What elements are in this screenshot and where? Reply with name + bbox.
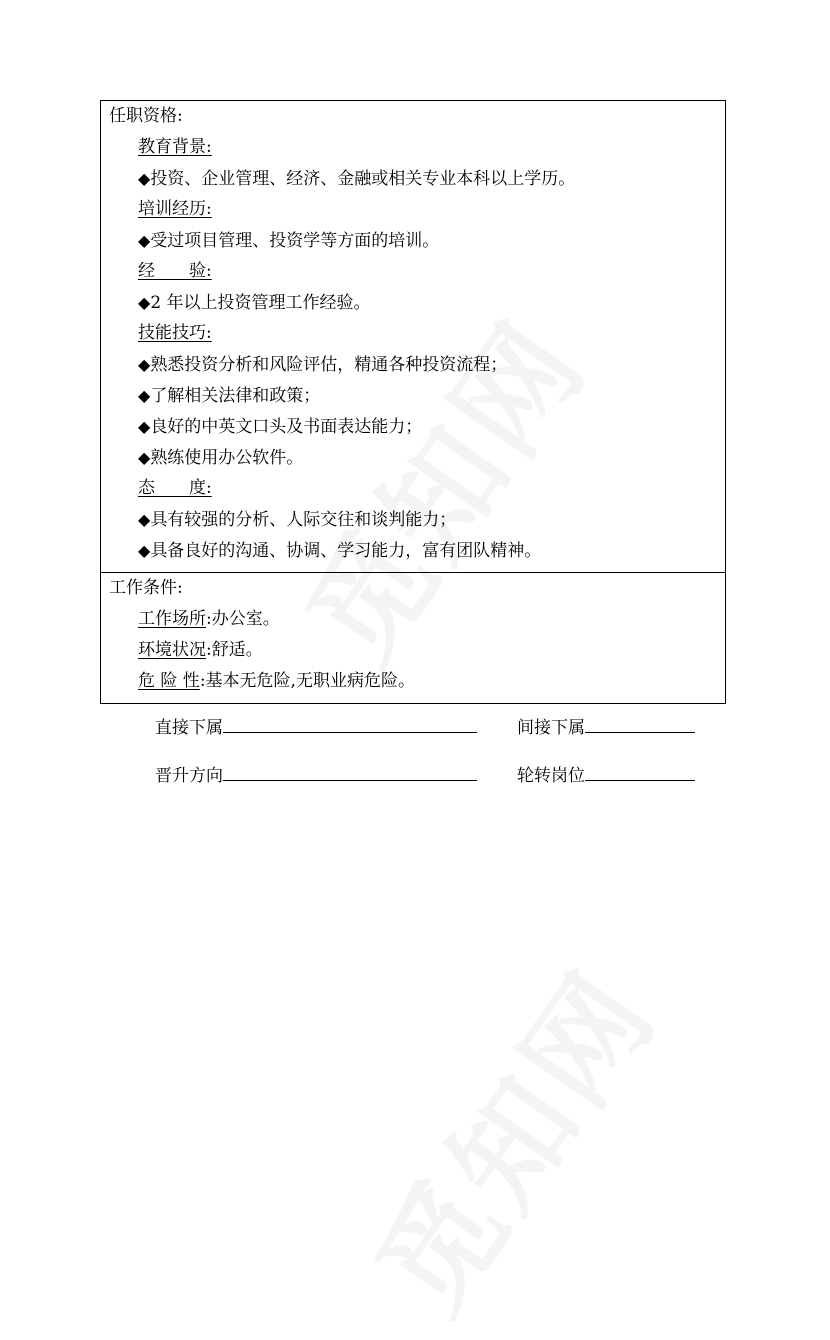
work-conditions-title: 工作条件: xyxy=(109,578,183,598)
indirect-subordinate-field[interactable] xyxy=(585,712,695,733)
direct-subordinate-field[interactable] xyxy=(223,712,477,733)
list-item: ◆熟练使用办公软件。 xyxy=(138,448,304,468)
promotion-direction-row xyxy=(155,760,477,788)
qualifications-title: 任职资格: xyxy=(109,106,183,126)
list-item: ◆受过项目管理、投资学等方面的培训。 xyxy=(138,231,440,251)
work-place-line: 工作场所:办公室。 xyxy=(138,609,280,629)
environment-line: 环境状况:舒适。 xyxy=(138,640,263,660)
list-item: ◆了解相关法律和政策； xyxy=(138,386,321,406)
list-item: ◆2 年以上投资管理工作经验。 xyxy=(138,293,371,313)
list-item: ◆投资、企业管理、经济、金融或相关专业本科以上学历。 xyxy=(138,169,576,189)
indirect-subordinate-label: 间接下属 xyxy=(517,718,585,738)
list-item: ◆熟悉投资分析和风险评估，精通各种投资流程； xyxy=(138,355,508,375)
attitude-heading: 态 度: xyxy=(138,478,212,498)
experience-heading: 经 验: xyxy=(138,261,212,281)
direct-subordinate-row xyxy=(155,712,477,740)
promotion-direction-field[interactable] xyxy=(223,760,477,781)
rotation-position-field[interactable] xyxy=(585,760,695,781)
list-item: ◆具有较强的分析、人际交往和谈判能力； xyxy=(138,510,457,530)
indirect-subordinate-row xyxy=(517,712,695,740)
promotion-direction-label: 晋升方向 xyxy=(155,766,223,786)
risk-line: 危 险 性:基本无危险,无职业病危险。 xyxy=(138,671,415,691)
watermark xyxy=(330,932,688,1340)
direct-subordinate-label: 直接下属 xyxy=(155,718,223,738)
education-heading: 教育背景: xyxy=(138,137,212,157)
rotation-position-row xyxy=(517,760,695,788)
qualifications-section xyxy=(101,101,725,572)
list-item: ◆良好的中英文口头及书面表达能力； xyxy=(138,417,423,437)
list-item: ◆具备良好的沟通、协调、学习能力，富有团队精神。 xyxy=(138,541,542,561)
rotation-position-label: 轮转岗位 xyxy=(517,766,585,786)
work-conditions-section xyxy=(101,572,725,703)
job-spec-table xyxy=(100,100,726,704)
skills-heading: 技能技巧: xyxy=(138,323,212,343)
training-heading: 培训经历: xyxy=(138,199,212,219)
